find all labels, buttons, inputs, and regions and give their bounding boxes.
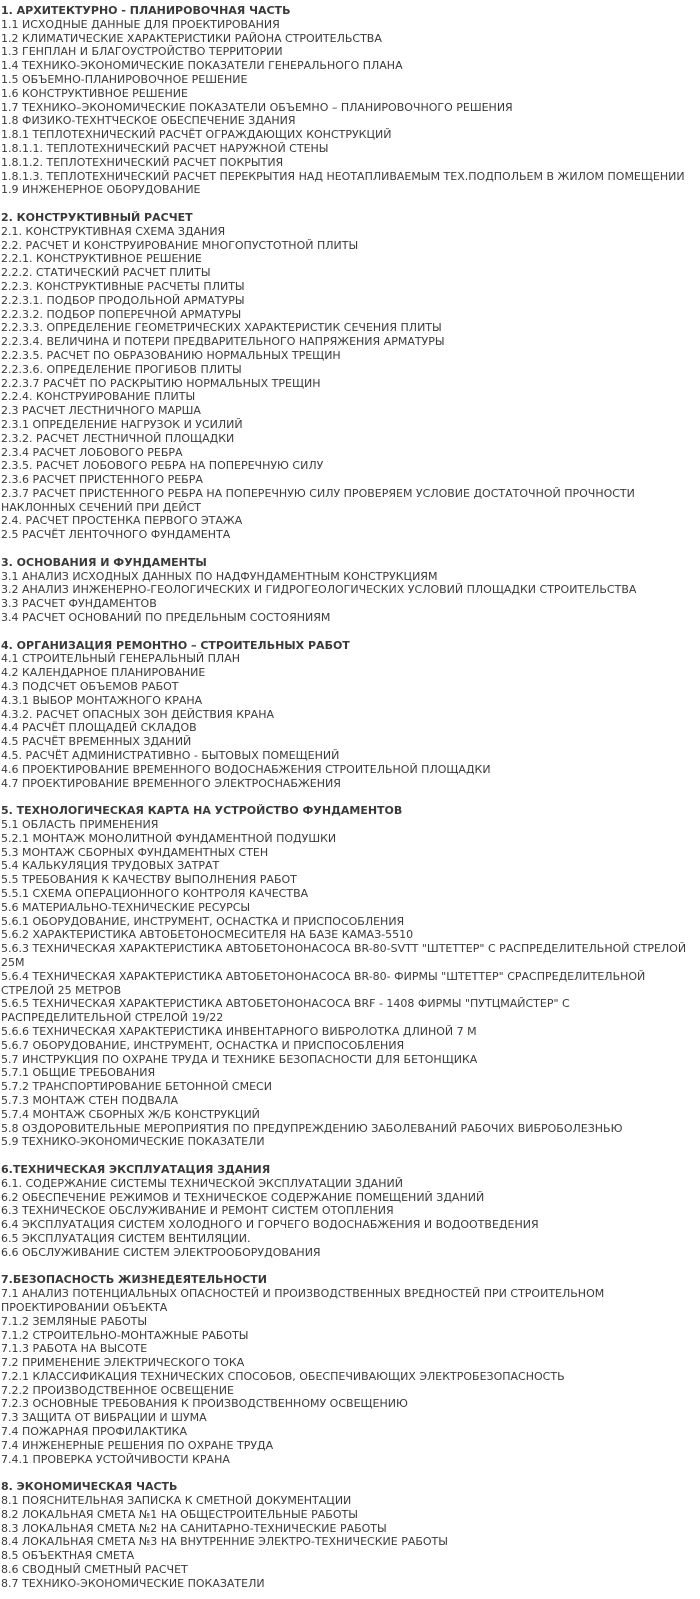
toc-item: 2.5 РАСЧЁТ ЛЕНТОЧНОГО ФУНДАМЕНТА <box>1 528 231 542</box>
toc-item: 5.1 ОБЛАСТЬ ПРИМЕНЕНИЯ <box>1 818 159 832</box>
toc-item: 7.2.1 КЛАССИФИКАЦИЯ ТЕХНИЧЕСКИХ СПОСОБОВ, ОБЕСПЕЧИВАЮЩИХ ЭЛЕКТРОБЕЗОПАСНОСТЬ <box>1 1369 565 1383</box>
section-title: 8. ЭКОНОМИЧЕСКАЯ ЧАСТЬ <box>1 1480 178 1494</box>
toc-item: 2.1. КОНСТРУКТИВНАЯ СХЕМА ЗДАНИЯ <box>1 224 226 238</box>
toc-item: 3.2 АНАЛИЗ ИНЖЕНЕРНО-ГЕОЛОГИЧЕСКИХ И ГИДРОГЕОЛОГИЧЕСКИХ УСЛОВИЙ ПЛОЩАДКИ СТРОИТЕЛЬСТВА <box>1 583 637 597</box>
toc-item: 7.4 ПОЖАРНАЯ ПРОФИЛАКТИКА <box>1 1425 188 1439</box>
toc-item: 8.1 ПОЯСНИТЕЛЬНАЯ ЗАПИСКА К СМЕТНОЙ ДОКУМЕНТАЦИИ <box>1 1494 352 1508</box>
toc-item: 2.2. РАСЧЕТ И КОНСТРУИРОВАНИЕ МНОГОПУСТОТНОЙ ПЛИТЫ <box>1 238 359 252</box>
toc-item: 2.2.3.4. ВЕЛИЧИНА И ПОТЕРИ ПРЕДВАРИТЕЛЬНОГО НАПРЯЖЕНИЯ АРМАТУРЫ <box>1 335 445 349</box>
toc-item: 2.3.1 ОПРЕДЕЛЕНИЕ НАГРУЗОК И УСИЛИЙ <box>1 417 243 431</box>
toc-item: 3.1 АНАЛИЗ ИСХОДНЫХ ДАННЫХ ПО НАДФУНДАМЕНТНЫМ КОНСТРУКЦИЯМ <box>1 569 438 583</box>
toc-item: 5.6.2 ХАРАКТЕРИСТИКА АВТОБЕТОНОСМЕСИТЕЛЯ НА БАЗЕ КАМАЗ-5510 <box>1 928 414 942</box>
toc-item: 1.4 ТЕХНИКО-ЭКОНОМИЧЕСКИЕ ПОКАЗАТЕЛИ ГЕНЕРАЛЬНОГО ПЛАНА <box>1 59 403 73</box>
toc-item: 8.5 ОБЪЕКТНАЯ СМЕТА <box>1 1549 135 1563</box>
toc-section <box>1 4 699 197</box>
toc-item: 6.6 ОБСЛУЖИВАНИЕ СИСТЕМ ЭЛЕКТРООБОРУДОВАНИЯ <box>1 1245 321 1259</box>
toc-item: 4.4 РАСЧЁТ ПЛОЩАДЕЙ СКЛАДОВ <box>1 721 197 735</box>
section-title: 3. ОСНОВАНИЯ И ФУНДАМЕНТЫ <box>1 555 207 569</box>
toc-item: 5.3 МОНТАЖ СБОРНЫХ ФУНДАМЕНТНЫХ СТЕН <box>1 845 269 859</box>
section-title: 7.БЕЗОПАСНОСТЬ ЖИЗНЕДЕЯТЕЛЬНОСТИ <box>1 1273 267 1287</box>
toc-item: 4.5. РАСЧЁТ АДМИНИСТРАТИВНО - БЫТОВЫХ ПОМЕЩЕНИЙ <box>1 749 340 763</box>
toc-item: 2.3 РАСЧЕТ ЛЕСТНИЧНОГО МАРША <box>1 404 201 418</box>
toc-item: 2.3.7 РАСЧЕТ ПРИСТЕННОГО РЕБРА НА ПОПЕРЕЧНУЮ СИЛУ ПРОВЕРЯЕМ УСЛОВИЕ ДОСТАТОЧНОЙ ПРОЧНОСТИ НАКЛОННЫХ СЕЧЕНИЙ ПРИ ДЕЙСТ <box>1 486 635 514</box>
toc-item: 1.8 ФИЗИКО-ТЕХНТЧЕСКОЕ ОБЕСПЕЧЕНИЕ ЗДАНИЯ <box>1 114 296 128</box>
toc-item: 5.8 ОЗДОРОВИТЕЛЬНЫЕ МЕРОПРИЯТИЯ ПО ПРЕДУПРЕЖДЕНИЮ ЗАБОЛЕВАНИЙ РАБОЧИХ ВИБРОБОЛЕЗНЬЮ <box>1 1121 623 1135</box>
toc-item: 5.7.2 ТРАНСПОРТИРОВАНИЕ БЕТОННОЙ СМЕСИ <box>1 1080 272 1094</box>
toc-item: 5.6.4 ТЕХНИЧЕСКАЯ ХАРАКТЕРИСТИКА АВТОБЕТОНОНАСОСА BR-80- ФИРМЫ "ШТЕТТЕР" СРАСПРЕДЕЛИТЕЛЬНОЙ СТРЕЛОЙ 25 МЕТРОВ <box>1 969 646 997</box>
toc-item: 7.1.2 СТРОИТЕЛЬНО-МОНТАЖНЫЕ РАБОТЫ <box>1 1328 249 1342</box>
toc-section <box>1 804 699 1149</box>
toc-item: 2.2.3.5. РАСЧЕТ ПО ОБРАЗОВАНИЮ НОРМАЛЬНЫХ ТРЕЩИН <box>1 348 341 362</box>
toc-item: 5.6.7 ОБОРУДОВАНИЕ, ИНСТРУМЕНТ, ОСНАСТКА И ПРИСПОСОБЛЕНИЯ <box>1 1038 405 1052</box>
toc-item: 7.1 АНАЛИЗ ПОТЕНЦИАЛЬНЫХ ОПАСНОСТЕЙ И ПРОИЗВОДСТВЕННЫХ ВРЕДНОСТЕЙ ПРИ СТРОИТЕЛЬНОМ ПРОЕКТИРОВАНИИ ОБЪЕКТА <box>1 1287 605 1314</box>
toc-item: 2.3.6 РАСЧЕТ ПРИСТЕННОГО РЕБРА <box>1 473 203 487</box>
toc-item: 4.5 РАСЧЁТ ВРЕМЕННЫХ ЗДАНИЙ <box>1 735 192 749</box>
toc-item: 2.4. РАСЧЕТ ПРОСТЕНКА ПЕРВОГО ЭТАЖА <box>1 514 243 528</box>
section-title: 2. КОНСТРУКТИВНЫЙ РАСЧЕТ <box>1 210 193 224</box>
toc-item: 1.8.1.1. ТЕПЛОТЕХНИЧЕСКИЙ РАСЧЕТ НАРУЖНОЙ СТЕНЫ <box>1 141 329 155</box>
toc-item: 7.1.2 ЗЕМЛЯНЫЕ РАБОТЫ <box>1 1314 148 1328</box>
toc-section <box>1 639 699 791</box>
toc-item: 1.7 ТЕХНИКО–ЭКОНОМИЧЕСКИЕ ПОКАЗАТЕЛИ ОБЪЕМНО – ПЛАНИРОВОЧНОГО РЕШЕНИЯ <box>1 100 513 114</box>
section-title: 4. ОРГАНИЗАЦИЯ РЕМОНТНО – СТРОИТЕЛЬНЫХ РАБОТ <box>1 638 350 652</box>
toc-item: 7.1.3 РАБОТА НА ВЫСОТЕ <box>1 1342 148 1356</box>
toc-item: 1.1 ИСХОДНЫЕ ДАННЫЕ ДЛЯ ПРОЕКТИРОВАНИЯ <box>1 17 280 31</box>
toc-section <box>1 1480 699 1590</box>
toc-section <box>1 1273 699 1466</box>
toc-item: 2.3.5. РАСЧЕТ ЛОБОВОГО РЕБРА НА ПОПЕРЕЧНУЮ СИЛУ <box>1 459 324 473</box>
toc-item: 1.9 ИНЖЕНЕРНОЕ ОБОРУДОВАНИЕ <box>1 183 201 197</box>
toc-item: 1.5 ОБЪЕМНО-ПЛАНИРОВОЧНОЕ РЕШЕНИЕ <box>1 72 248 86</box>
toc-item: 3.3 РАСЧЕТ ФУНДАМЕНТОВ <box>1 597 157 611</box>
toc-item: 5.6.3 ТЕХНИЧЕСКАЯ ХАРАКТЕРИСТИКА АВТОБЕТОНОНАСОСА BR-80-SVTT "ШТЕТТЕР" С РАСПРЕДЕЛИТЕЛЬНОЙ СТРЕЛОЙ 25М <box>1 942 687 969</box>
toc-section <box>1 556 699 625</box>
toc-item: 1.8.1 ТЕПЛОТЕХНИЧЕСКИЙ РАСЧЁТ ОГРАЖДАЮЩИХ КОНСТРУКЦИЙ <box>1 128 392 142</box>
toc-item: 5.4 КАЛЬКУЛЯЦИЯ ТРУДОВЫХ ЗАТРАТ <box>1 859 220 873</box>
toc-item: 2.2.3.6. ОПРЕДЕЛЕНИЕ ПРОГИБОВ ПЛИТЫ <box>1 362 242 376</box>
toc-item: 2.2.3. КОНСТРУКТИВНЫЕ РАСЧЕТЫ ПЛИТЫ <box>1 279 245 293</box>
toc-item: 4.6 ПРОЕКТИРОВАНИЕ ВРЕМЕННОГО ВОДОСНАБЖЕНИЯ СТРОИТЕЛЬНОЙ ПЛОЩАДКИ <box>1 762 491 776</box>
toc-item: 5.2.1 МОНТАЖ МОНОЛИТНОЙ ФУНДАМЕНТНОЙ ПОДУШКИ <box>1 831 337 845</box>
toc-item: 6.5 ЭКСПЛУАТАЦИЯ СИСТЕМ ВЕНТИЛЯЦИИ. <box>1 1231 251 1245</box>
toc-item: 7.4.1 ПРОВЕРКА УСТОЙЧИВОСТИ КРАНА <box>1 1452 230 1466</box>
toc-item: 2.2.4. КОНСТРУИРОВАНИЕ ПЛИТЫ <box>1 390 196 404</box>
toc-item: 2.2.3.2. ПОДБОР ПОПЕРЕЧНОЙ АРМАТУРЫ <box>1 307 242 321</box>
toc-item: 7.2.3 ОСНОВНЫЕ ТРЕБОВАНИЯ К ПРОИЗВОДСТВЕННОМУ ОСВЕЩЕНИЮ <box>1 1397 408 1411</box>
toc-item: 8.6 СВОДНЫЙ СМЕТНЫЙ РАСЧЕТ <box>1 1563 188 1577</box>
section-title: 5. ТЕХНОЛОГИЧЕСКАЯ КАРТА НА УСТРОЙСТВО ФУНДАМЕНТОВ <box>1 804 403 818</box>
toc-item: 5.5.1 СХЕМА ОПЕРАЦИОННОГО КОНТРОЛЯ КАЧЕСТВА <box>1 887 309 900</box>
toc-item: 5.7 ИНСТРУКЦИЯ ПО ОХРАНЕ ТРУДА И ТЕХНИКЕ БЕЗОПАСНОСТИ ДЛЯ БЕТОНЩИКА <box>1 1052 478 1066</box>
toc-item: 2.3.4 РАСЧЕТ ЛОБОВОГО РЕБРА <box>1 445 183 459</box>
toc-item: 8.4 ЛОКАЛЬНАЯ СМЕТА №3 НА ВНУТРЕННИЕ ЭЛЕКТРО-ТЕХНИЧЕСКИЕ РАБОТЫ <box>1 1535 448 1549</box>
toc-item: 5.6.1 ОБОРУДОВАНИЕ, ИНСТРУМЕНТ, ОСНАСТКА И ПРИСПОСОБЛЕНИЯ <box>1 914 405 928</box>
toc-section <box>1 1163 699 1260</box>
toc-item: 4.3.1 ВЫБОР МОНТАЖНОГО КРАНА <box>1 693 203 707</box>
toc-item: 8.3 ЛОКАЛЬНАЯ СМЕТА №2 НА САНИТАРНО-ТЕХНИЧЕСКИЕ РАБОТЫ <box>1 1521 387 1535</box>
toc-item: 8.2 ЛОКАЛЬНАЯ СМЕТА №1 НА ОБЩЕСТРОИТЕЛЬНЫЕ РАБОТЫ <box>1 1507 358 1521</box>
toc-item: 7.2 ПРИМЕНЕНИЕ ЭЛЕКТРИЧЕСКОГО ТОКА <box>1 1356 245 1370</box>
toc-item: 4.1 СТРОИТЕЛЬНЫЙ ГЕНЕРАЛЬНЫЙ ПЛАН <box>1 652 240 666</box>
toc-section <box>1 211 699 542</box>
toc-item: 6.3 ТЕХНИЧЕСКОЕ ОБСЛУЖИВАНИЕ И РЕМОНТ СИСТЕМ ОТОПЛЕНИЯ <box>1 1204 394 1218</box>
toc-item: 7.4 ИНЖЕНЕРНЫЕ РЕШЕНИЯ ПО ОХРАНЕ ТРУДА <box>1 1438 274 1452</box>
toc-item: 5.6 МАТЕРИАЛЬНО-ТЕХНИЧЕСКИЕ РЕСУРСЫ <box>1 900 251 914</box>
toc-item: 5.7.4 МОНТАЖ СБОРНЫХ Ж/Б КОНСТРУКЦИЙ <box>1 1107 260 1121</box>
section-title: 6.ТЕХНИЧЕСКАЯ ЭКСПЛУАТАЦИЯ ЗДАНИЯ <box>1 1162 271 1176</box>
toc-item: 2.2.3.7 РАСЧЁТ ПО РАСКРЫТИЮ НОРМАЛЬНЫХ ТРЕЩИН <box>1 376 321 390</box>
toc-item: 7.3 ЗАЩИТА ОТ ВИБРАЦИИ И ШУМА <box>1 1411 207 1425</box>
toc-item: 6.2 ОБЕСПЕЧЕНИЕ РЕЖИМОВ И ТЕХНИЧЕСКОЕ СОДЕРЖАНИЕ ПОМЕЩЕНИЙ ЗДАНИЙ <box>1 1190 485 1204</box>
toc-item: 4.2 КАЛЕНДАРНОЕ ПЛАНИРОВАНИЕ <box>1 666 206 680</box>
toc-item: 3.4 РАСЧЕТ ОСНОВАНИЙ ПО ПРЕДЕЛЬНЫМ СОСТОЯНИЯМ <box>1 611 331 625</box>
toc-item: 1.2 КЛИМАТИЧЕСКИЕ ХАРАКТЕРИСТИКИ РАЙОНА СТРОИТЕЛЬСТВА <box>1 31 382 45</box>
toc-item: 2.3.2. РАСЧЕТ ЛЕСТНИЧНОЙ ПЛОЩАДКИ <box>1 431 235 445</box>
toc-item: 2.2.3.3. ОПРЕДЕЛЕНИЕ ГЕОМЕТРИЧЕСКИХ ХАРАКТЕРИСТИК СЕЧЕНИЯ ПЛИТЫ <box>1 321 442 335</box>
toc-item: 1.3 ГЕНПЛАН И БЛАГОУСТРОЙСТВО ТЕРРИТОРИИ <box>1 45 283 59</box>
toc-item: 4.3 ПОДСЧЕТ ОБЪЕМОВ РАБОТ <box>1 680 179 694</box>
toc-item: 5.5 ТРЕБОВАНИЯ К КАЧЕСТВУ ВЫПОЛНЕНИЯ РАБОТ <box>1 873 297 887</box>
toc-item: 2.2.2. СТАТИЧЕСКИЙ РАСЧЕТ ПЛИТЫ <box>1 266 211 280</box>
section-title: 1. АРХИТЕКТУРНО - ПЛАНИРОВОЧНАЯ ЧАСТЬ <box>1 4 291 17</box>
toc-item: 6.4 ЭКСПЛУАТАЦИЯ СИСТЕМ ХОЛОДНОГО И ГОРЧЕГО ВОДОСНАБЖЕНИЯ И ВОДООТВЕДЕНИЯ <box>1 1218 539 1232</box>
toc-item: 2.2.3.1. ПОДБОР ПРОДОЛЬНОЙ АРМАТУРЫ <box>1 293 245 307</box>
toc-item: 6.1. СОДЕРЖАНИЕ СИСТЕМЫ ТЕХНИЧЕСКОЙ ЭКСПЛУАТАЦИИ ЗДАНИЙ <box>1 1176 403 1190</box>
toc-item: 5.6.6 ТЕХНИЧЕСКАЯ ХАРАКТЕРИСТИКА ИНВЕНТАРНОГО ВИБРОЛОТКА ДЛИНОЙ 7 М <box>1 1024 477 1038</box>
toc-item: 4.3.2. РАСЧЕТ ОПАСНЫХ ЗОН ДЕЙСТВИЯ КРАНА <box>1 707 275 721</box>
toc-item: 7.2.2 ПРОИЗВОДСТВЕННОЕ ОСВЕЩЕНИЕ <box>1 1383 234 1397</box>
toc-item: 5.7.3 МОНТАЖ СТЕН ПОДВАЛА <box>1 1093 179 1107</box>
toc-item: 1.8.1.2. ТЕПЛОТЕХНИЧЕСКИЙ РАСЧЕТ ПОКРЫТИЯ <box>1 155 284 169</box>
toc-item: 1.6 КОНСТРУКТИВНОЕ РЕШЕНИЕ <box>1 86 188 100</box>
toc-item: 5.9 ТЕХНИКО-ЭКОНОМИЧЕСКИЕ ПОКАЗАТЕЛИ <box>1 1135 265 1149</box>
toc-item: 8.7 ТЕХНИКО-ЭКОНОМИЧЕСКИЕ ПОКАЗАТЕЛИ <box>1 1576 265 1590</box>
toc-item: 5.7.1 ОБЩИЕ ТРЕБОВАНИЯ <box>1 1066 156 1080</box>
toc-item: 1.8.1.3. ТЕПЛОТЕХНИЧЕСКИЙ РАСЧЕТ ПЕРЕКРЫТИЯ НАД НЕОТАПЛИВАЕМЫМ ТЕХ.ПОДПОЛЬЕМ В ЖИЛОМ ПОМЕЩЕНИИ <box>1 169 685 183</box>
toc-item: 5.6.5 ТЕХНИЧЕСКАЯ ХАРАКТЕРИСТИКА АВТОБЕТОНОНАСОСА BRF - 1408 ФИРМЫ "ПУТЦМАЙСТЕР" С РАСПРЕДЕЛИТЕЛЬНОЙ СТРЕЛОЙ 19/22 <box>1 997 570 1025</box>
toc-item: 4.7 ПРОЕКТИРОВАНИЕ ВРЕМЕННОГО ЭЛЕКТРОСНАБЖЕНИЯ <box>1 776 341 790</box>
toc-item: 2.2.1. КОНСТРУКТИВНОЕ РЕШЕНИЕ <box>1 252 202 266</box>
